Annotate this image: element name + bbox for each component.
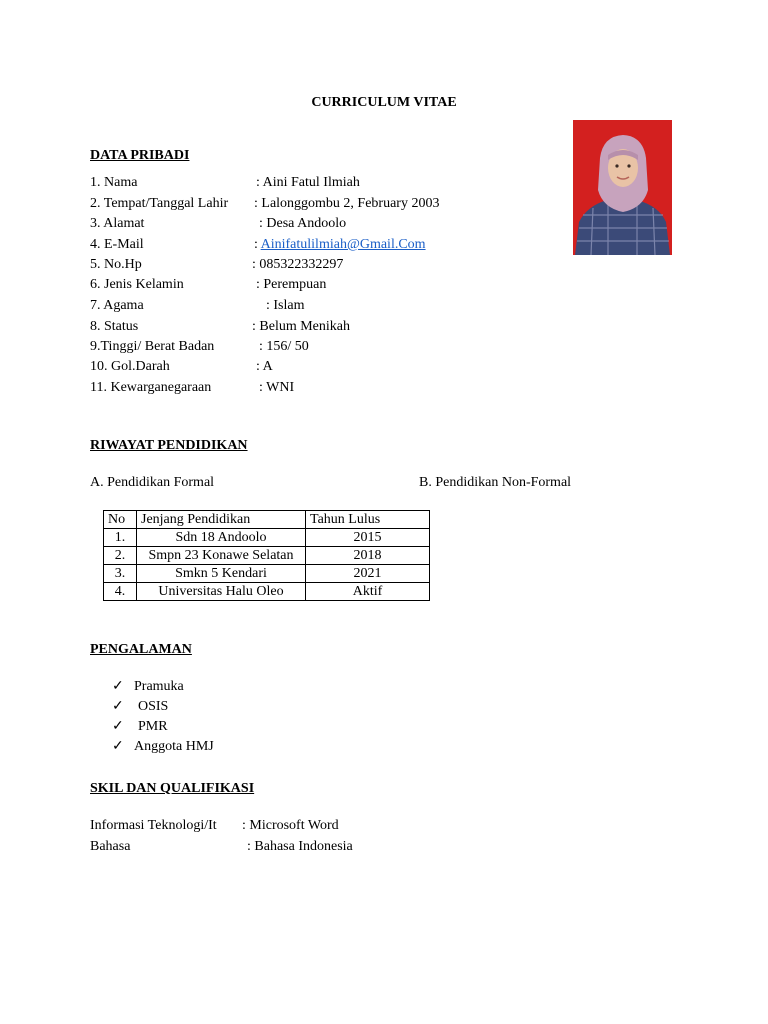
experience-item-label: PMR xyxy=(138,719,168,734)
table-header-row xyxy=(104,511,430,529)
personal-label-address: 3. Alamat xyxy=(90,216,145,231)
profile-photo xyxy=(573,120,672,255)
list-item xyxy=(112,718,168,736)
skill-value-language: : Bahasa Indonesia xyxy=(247,839,353,854)
table-cell-year: 2018 xyxy=(306,547,430,565)
table-cell-school: Sdn 18 Andoolo xyxy=(137,529,306,547)
experience-item-label: Pramuka xyxy=(134,679,184,694)
table-header-level: Jenjang Pendidikan xyxy=(137,511,306,529)
checkmark-icon: ✓ xyxy=(112,679,124,694)
table-cell-no: 1. xyxy=(104,529,137,547)
section-heading-experience: PENGALAMAN xyxy=(90,642,192,657)
table-row xyxy=(104,583,430,601)
skill-value-it: : Microsoft Word xyxy=(242,818,339,833)
personal-label-height-weight: 9.Tinggi/ Berat Badan xyxy=(90,339,215,354)
section-heading-skills: SKIL DAN QUALIFIKASI xyxy=(90,781,255,796)
personal-value-phone: : 085322332297 xyxy=(252,257,344,272)
table-header-year: Tahun Lulus xyxy=(306,511,430,529)
personal-label-phone: 5. No.Hp xyxy=(90,257,142,272)
personal-value-blood: : A xyxy=(256,359,273,374)
experience-item-label: OSIS xyxy=(138,699,169,714)
personal-label-birth: 2. Tempat/Tanggal Lahir xyxy=(90,196,229,211)
table-cell-school: Universitas Halu Oleo xyxy=(137,583,306,601)
section-heading-personal: DATA PRIBADI xyxy=(90,148,190,163)
personal-label-gender: 6. Jenis Kelamin xyxy=(90,277,184,292)
checkmark-icon: ✓ xyxy=(112,739,124,754)
personal-value-gender: : Perempuan xyxy=(256,277,327,292)
personal-label-email: 4. E-Mail xyxy=(90,237,144,252)
table-cell-school: Smpn 23 Konawe Selatan xyxy=(137,547,306,565)
nonformal-education-label: B. Pendidikan Non-Formal xyxy=(419,475,572,490)
table-cell-year: 2015 xyxy=(306,529,430,547)
personal-value-status: : Belum Menikah xyxy=(252,319,350,334)
personal-value-name: : Aini Fatul Ilmiah xyxy=(256,175,360,190)
table-cell-no: 3. xyxy=(104,565,137,583)
table-cell-no: 4. xyxy=(104,583,137,601)
personal-value-religion: : Islam xyxy=(266,298,305,313)
personal-label-status: 8. Status xyxy=(90,319,139,334)
skill-label-it: Informasi Teknologi/It xyxy=(90,818,217,833)
personal-value-height-weight: : 156/ 50 xyxy=(259,339,309,354)
table-row xyxy=(104,529,430,547)
experience-item-label: Anggota HMJ xyxy=(134,739,214,754)
list-item xyxy=(112,738,214,756)
email-link[interactable]: Ainifatulilmiah@Gmail.Com xyxy=(260,237,426,252)
email-separator: : xyxy=(254,237,261,252)
personal-label-blood: 10. Gol.Darah xyxy=(90,359,170,374)
list-item xyxy=(112,698,168,716)
table-cell-no: 2. xyxy=(104,547,137,565)
document-title: CURRICULUM VITAE xyxy=(311,95,457,110)
checkmark-icon: ✓ xyxy=(112,719,124,734)
skill-label-language: Bahasa xyxy=(90,839,131,854)
table-cell-school: Smkn 5 Kendari xyxy=(137,565,306,583)
table-cell-year: Aktif xyxy=(306,583,430,601)
formal-education-label: A. Pendidikan Formal xyxy=(90,475,215,490)
section-heading-education: RIWAYAT PENDIDIKAN xyxy=(90,438,248,453)
personal-value-birth: : Lalonggombu 2, February 2003 xyxy=(254,196,440,211)
table-cell-year: 2021 xyxy=(306,565,430,583)
education-table xyxy=(103,510,430,601)
table-header-no: No xyxy=(104,511,137,529)
table-row xyxy=(104,565,430,583)
personal-value-email xyxy=(254,236,426,254)
personal-label-religion: 7. Agama xyxy=(90,298,144,313)
personal-value-citizenship: : WNI xyxy=(259,380,295,395)
checkmark-icon: ✓ xyxy=(112,699,124,714)
personal-label-citizenship: 11. Kewarganegaraan xyxy=(90,380,212,395)
table-row xyxy=(104,547,430,565)
personal-label-name: 1. Nama xyxy=(90,175,138,190)
personal-value-address: : Desa Andoolo xyxy=(259,216,347,231)
list-item xyxy=(112,678,184,696)
